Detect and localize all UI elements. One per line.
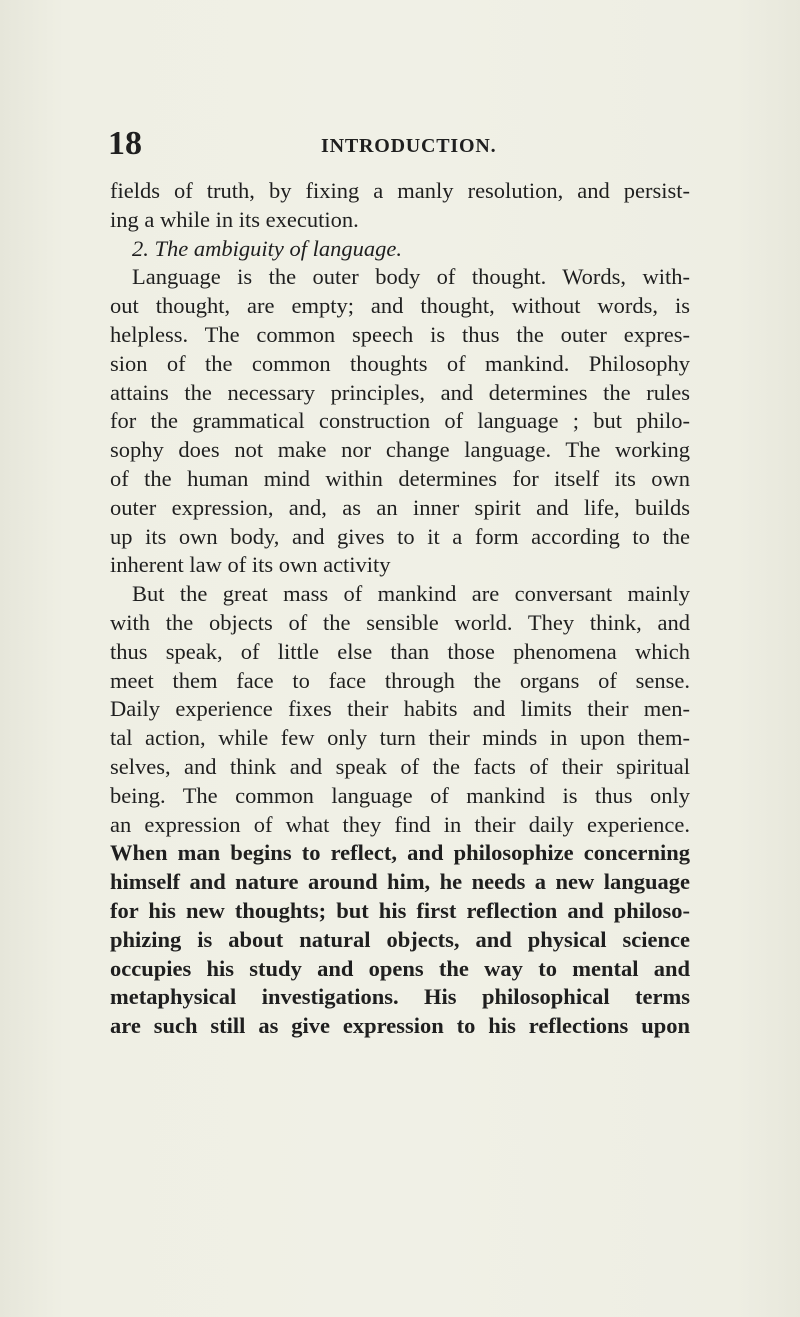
text-line: of the human mind within determines for itself its own <box>110 465 690 491</box>
text-line: occupies his study and opens the way to mental and <box>110 955 690 981</box>
text-line: inherent law of its own activity <box>110 552 391 578</box>
running-head: INTRODUCTION. <box>321 135 497 157</box>
text-line: tal action, while few only turn their minds in upon them- <box>110 725 690 751</box>
text-line: metaphysical investigations. His philosophical terms <box>110 984 690 1010</box>
text-line: Language is the outer body of thought. Words, with- <box>132 264 690 290</box>
text-line: himself and nature around him, he needs a new language <box>110 869 690 895</box>
text-line: attains the necessary principles, and determines the rules <box>110 379 690 405</box>
text-line: are such still as give expression to his reflections upon <box>110 1013 690 1039</box>
text-line: for his new thoughts; but his first reflection and philoso- <box>110 897 690 923</box>
text-line: sophy does not make nor change language. The working <box>110 437 690 463</box>
text-line: helpless. The common speech is thus the outer expres- <box>110 321 690 347</box>
text-line: up its own body, and gives to it a form according to the <box>110 523 690 549</box>
page-header <box>108 124 698 164</box>
text-line: being. The common language of mankind is thus only <box>110 782 690 808</box>
text-line: for the grammatical construction of language ; but philo- <box>110 408 690 434</box>
text-line: outer expression, and, as an inner spirit and life, builds <box>110 494 690 520</box>
text-line: with the objects of the sensible world. They think, and <box>110 609 690 635</box>
text-line: ing a while in its execution. <box>110 206 359 232</box>
section-heading: 2. The ambiguity of language. <box>132 235 402 261</box>
page-number: 18 <box>108 125 142 162</box>
text-line: But the great mass of mankind are conversant mainly <box>132 581 690 607</box>
text-line: fields of truth, by fixing a manly resolution, and persist- <box>110 178 690 203</box>
text-line: selves, and think and speak of the facts of their spiritual <box>110 753 690 779</box>
text-line: phizing is about natural objects, and physical science <box>110 926 690 952</box>
text-line: out thought, are empty; and thought, without words, is <box>110 293 690 319</box>
text-line: thus speak, of little else than those phenomena which <box>110 638 690 664</box>
text-line: sion of the common thoughts of mankind. Philosophy <box>110 350 690 376</box>
text-line: meet them face to face through the organs of sense. <box>110 667 690 693</box>
text-line: When man begins to reflect, and philosophize concerning <box>110 840 690 866</box>
text-line: Daily experience fixes their habits and limits their men- <box>110 696 690 722</box>
text-line: an expression of what they find in their daily experience. <box>110 811 690 837</box>
body-text <box>110 177 690 1041</box>
